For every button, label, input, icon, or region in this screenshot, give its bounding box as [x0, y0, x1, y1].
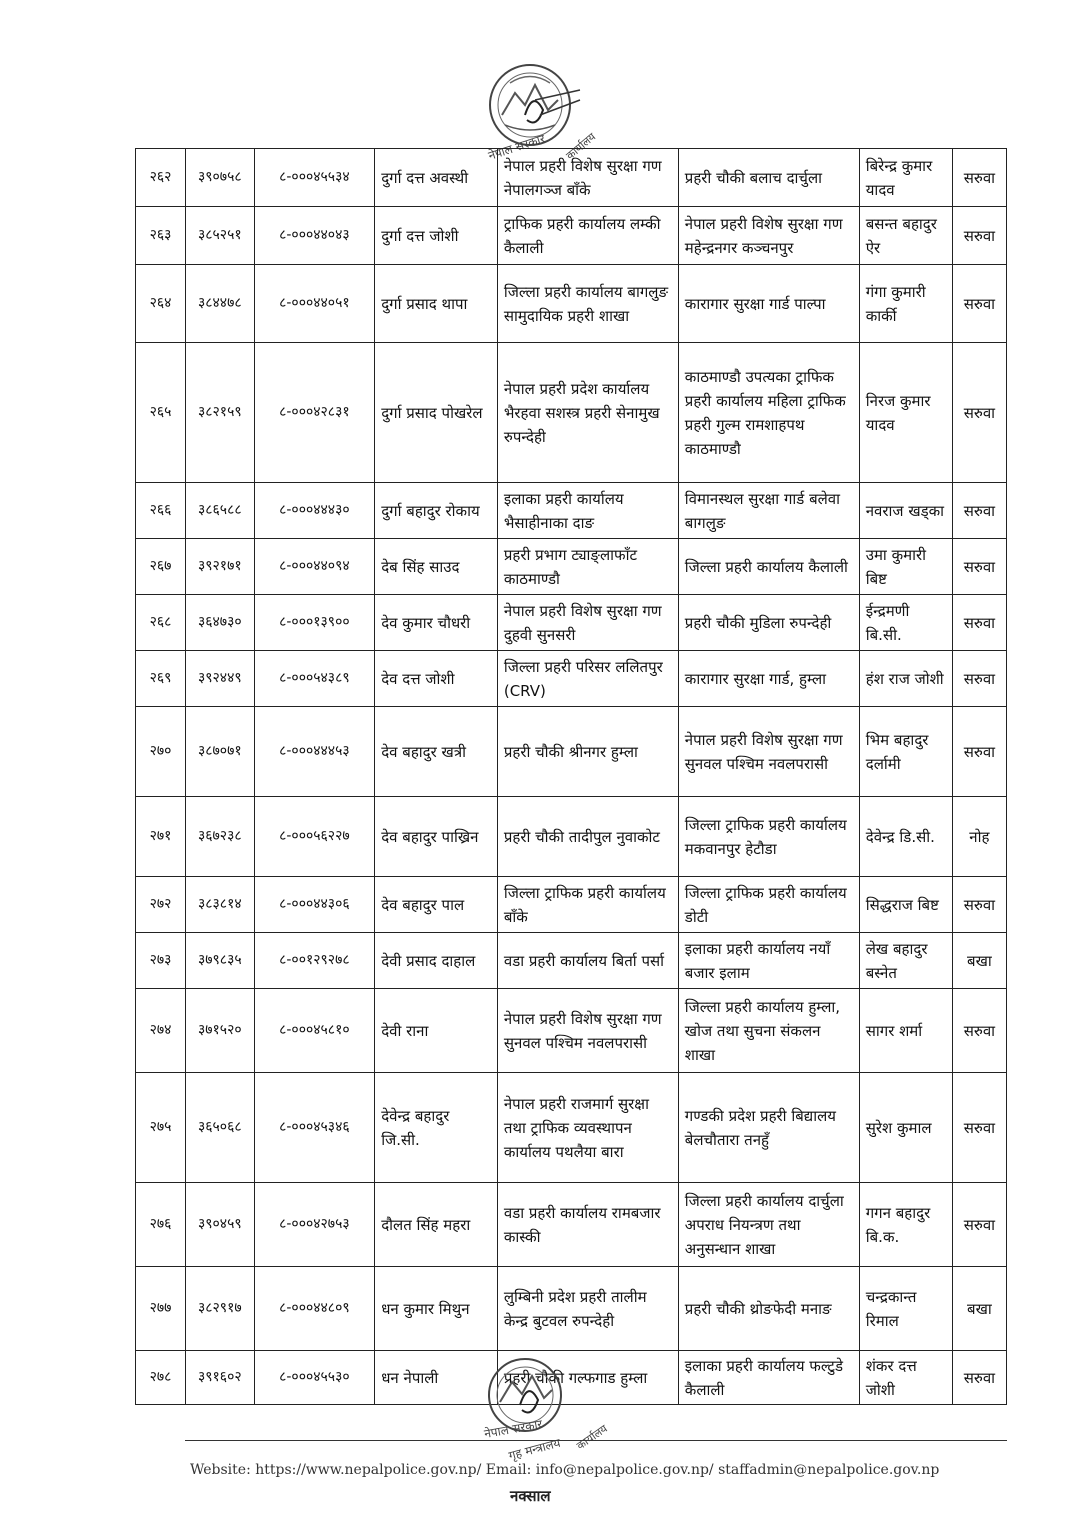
employee-name: दुर्गा दत्त अवस्थी — [375, 149, 498, 207]
to-office: गण्डकी प्रदेश प्रहरी बिद्यालय बेलचौतारा तनहुँ — [678, 1073, 859, 1183]
employee-id: ३६४७३० — [186, 595, 254, 651]
table-row — [136, 207, 1007, 265]
code-number: ८-०००४५५३० — [254, 1351, 375, 1405]
employee-name: देवी प्रसाद दाहाल — [375, 933, 498, 989]
approver-name: नवराज खड्का — [859, 483, 952, 539]
serial-number: २७१ — [136, 797, 186, 877]
table-row — [136, 539, 1007, 595]
code-number: ८-०००४५८१० — [254, 989, 375, 1073]
code-number: ८-०००४२७५३ — [254, 1183, 375, 1267]
approver-name: चन्द्रकान्त रिमाल — [859, 1267, 952, 1351]
approver-name: गंगा कुमारी कार्की — [859, 265, 952, 343]
svg-text:नेपाल सरकार: नेपाल सरकार — [486, 131, 547, 163]
employee-id: ३८२९१७ — [186, 1267, 254, 1351]
to-office: इलाका प्रहरी कार्यालय फल्टुडे कैलाली — [678, 1351, 859, 1405]
serial-number: २७२ — [136, 877, 186, 933]
employee-id: ३६५०६८ — [186, 1073, 254, 1183]
employee-id: ३८५२५१ — [186, 207, 254, 265]
approver-name: ईन्द्रमणी बि.सी. — [859, 595, 952, 651]
table-row — [136, 265, 1007, 343]
employee-name: देवी राना — [375, 989, 498, 1073]
table-row — [136, 797, 1007, 877]
transfer-type: सरुवा — [952, 265, 1006, 343]
table-row — [136, 1183, 1007, 1267]
employee-id: ३७१५२० — [186, 989, 254, 1073]
table-row — [136, 933, 1007, 989]
to-office: कारागार सुरक्षा गार्ड, हुम्ला — [678, 651, 859, 707]
serial-number: २७३ — [136, 933, 186, 989]
code-number: ८-००१२९२७८ — [254, 933, 375, 989]
transfer-type: सरुवा — [952, 343, 1006, 483]
to-office: विमानस्थल सुरक्षा गार्ड बलेवा बागलुङ — [678, 483, 859, 539]
employee-id: ३९२४४९ — [186, 651, 254, 707]
code-number: ८-०००४५५३४ — [254, 149, 375, 207]
employee-name: देव बहादुर खत्री — [375, 707, 498, 797]
approver-name: सुरेश कुमाल — [859, 1073, 952, 1183]
code-number: ८-०००४४८०९ — [254, 1267, 375, 1351]
from-office: इलाका प्रहरी कार्यालय भैसाहीनाका दाङ — [497, 483, 678, 539]
approver-name: लेख बहादुर बस्नेत — [859, 933, 952, 989]
employee-name: दुर्गा प्रसाद पोखरेल — [375, 343, 498, 483]
employee-id: ३९०४५९ — [186, 1183, 254, 1267]
serial-number: २६९ — [136, 651, 186, 707]
transfer-type: सरुवा — [952, 1351, 1006, 1405]
transfer-type: बखा — [952, 933, 1006, 989]
approver-name: भिम बहादुर दर्लामी — [859, 707, 952, 797]
approver-name: शंकर दत्त जोशी — [859, 1351, 952, 1405]
code-number: ८-०००४२८३१ — [254, 343, 375, 483]
serial-number: २६२ — [136, 149, 186, 207]
approver-name: बसन्त बहादुर ऐर — [859, 207, 952, 265]
employee-name: धन नेपाली — [375, 1351, 498, 1405]
to-office: जिल्ला प्रहरी कार्यालय हुम्ला, खोज तथा सुचना संकलन शाखा — [678, 989, 859, 1073]
from-office: जिल्ला ट्राफिक प्रहरी कार्यालय बाँके — [497, 877, 678, 933]
employee-id: ३६७२३८ — [186, 797, 254, 877]
from-office: लुम्बिनी प्रदेश प्रहरी तालीम केन्द्र बुटवल रुपन्देही — [497, 1267, 678, 1351]
from-office: वडा प्रहरी कार्यालय बिर्ता पर्सा — [497, 933, 678, 989]
svg-text:कार्यालय: कार्यालय — [563, 130, 599, 163]
serial-number: २७४ — [136, 989, 186, 1073]
from-office: प्रहरी प्रभाग ट्याङ्लाफाँट काठमाण्डौ — [497, 539, 678, 595]
to-office: नेपाल प्रहरी विशेष सुरक्षा गण सुनवल पश्चिम नवलपरासी — [678, 707, 859, 797]
employee-name: देव बहादुर पाल — [375, 877, 498, 933]
table-row — [136, 343, 1007, 483]
approver-name: निरज कुमार यादव — [859, 343, 952, 483]
approver-name: हंश राज जोशी — [859, 651, 952, 707]
employee-id: ३९१६०२ — [186, 1351, 254, 1405]
table-row — [136, 1073, 1007, 1183]
to-office: प्रहरी चौकी मुडिला रुपन्देही — [678, 595, 859, 651]
code-number: ८-०००४४४५३ — [254, 707, 375, 797]
approver-name: सागर शर्मा — [859, 989, 952, 1073]
transfer-type: सरुवा — [952, 989, 1006, 1073]
employee-id: ३८६५८८ — [186, 483, 254, 539]
to-office: कारागार सुरक्षा गार्ड पाल्पा — [678, 265, 859, 343]
approver-name: गगन बहादुर बि.क. — [859, 1183, 952, 1267]
employee-name: दौलत सिंह महरा — [375, 1183, 498, 1267]
to-office: प्रहरी चौकी बलाच दार्चुला — [678, 149, 859, 207]
transfer-type: सरुवा — [952, 1073, 1006, 1183]
to-office: काठमाण्डौ उपत्यका ट्राफिक प्रहरी कार्यालय महिला ट्राफिक प्रहरी गुल्म रामशाहपथ काठमाण्डौ — [678, 343, 859, 483]
from-office: जिल्ला प्रहरी कार्यालय बागलुङ सामुदायिक प्रहरी शाखा — [497, 265, 678, 343]
code-number: ८-०००४४०९४ — [254, 539, 375, 595]
transfer-type: सरुवा — [952, 651, 1006, 707]
employee-id: ३८७०७१ — [186, 707, 254, 797]
serial-number: २७५ — [136, 1073, 186, 1183]
transfer-type: सरुवा — [952, 1183, 1006, 1267]
from-office: प्रहरी चौकी गल्फगाड हुम्ला — [497, 1351, 678, 1405]
transfer-type: सरुवा — [952, 207, 1006, 265]
serial-number: २६७ — [136, 539, 186, 595]
transfer-type: सरुवा — [952, 707, 1006, 797]
employee-name: दुर्गा बहादुर रोकाय — [375, 483, 498, 539]
serial-number: २७६ — [136, 1183, 186, 1267]
employee-name: देवेन्द्र बहादुर जि.सी. — [375, 1073, 498, 1183]
to-office: जिल्ला प्रहरी कार्यालय कैलाली — [678, 539, 859, 595]
employee-id: ३७९८३५ — [186, 933, 254, 989]
to-office: प्रहरी चौकी थ्रोङफेदी मनाङ — [678, 1267, 859, 1351]
transfer-type: सरुवा — [952, 539, 1006, 595]
svg-text:गृह मन्त्रालय: गृह मन्त्रालय — [507, 1435, 562, 1463]
code-number: ८-०००५४३८९ — [254, 651, 375, 707]
svg-text:नेपाल सरकार: नेपाल सरकार — [483, 1416, 544, 1441]
approver-name: देवेन्द्र डि.सी. — [859, 797, 952, 877]
serial-number: २६८ — [136, 595, 186, 651]
to-office: नेपाल प्रहरी विशेष सुरक्षा गण महेन्द्रनगर कञ्चनपुर — [678, 207, 859, 265]
from-office: नेपाल प्रहरी राजमार्ग सुरक्षा तथा ट्राफिक व्यवस्थापन कार्यालय पथलैया बारा — [497, 1073, 678, 1183]
table-row — [136, 483, 1007, 539]
table-row — [136, 989, 1007, 1073]
table-row — [136, 877, 1007, 933]
from-office: नेपाल प्रहरी विशेष सुरक्षा गण सुनवल पश्चिम नवलपरासी — [497, 989, 678, 1073]
serial-number: २७० — [136, 707, 186, 797]
employee-name: देव बहादुर पाख्रिन — [375, 797, 498, 877]
code-number: ८-०००४४३०६ — [254, 877, 375, 933]
employee-id: ३८३८१४ — [186, 877, 254, 933]
serial-number: २७८ — [136, 1351, 186, 1405]
code-number: ८-०००५६२२७ — [254, 797, 375, 877]
from-office: प्रहरी चौकी तादीपुल नुवाकोट — [497, 797, 678, 877]
employee-id: ३८२१५९ — [186, 343, 254, 483]
approver-name: बिरेन्द्र कुमार यादव — [859, 149, 952, 207]
code-number: ८-०००४५३४६ — [254, 1073, 375, 1183]
serial-number: २७७ — [136, 1267, 186, 1351]
footer-office: नक्साल — [510, 1487, 551, 1505]
transfer-type: सरुवा — [952, 595, 1006, 651]
employee-name: धन कुमार मिथुन — [375, 1267, 498, 1351]
employee-id: ३९२१७१ — [186, 539, 254, 595]
employee-name: देव दत्त जोशी — [375, 651, 498, 707]
employee-name: देव कुमार चौधरी — [375, 595, 498, 651]
from-office: जिल्ला प्रहरी परिसर ललितपुर (CRV) — [497, 651, 678, 707]
table-row — [136, 149, 1007, 207]
footer-website: Website: https://www.nepalpolice.gov.np/ Email: info@nepalpolice.gov.np/ staffadmin@nepalpolice.gov.np — [190, 1462, 940, 1478]
employee-name: दुर्गा दत्त जोशी — [375, 207, 498, 265]
code-number: ८-०००४४०४३ — [254, 207, 375, 265]
serial-number: २६३ — [136, 207, 186, 265]
table-row — [136, 707, 1007, 797]
code-number: ८-०००१३९०० — [254, 595, 375, 651]
employee-name: देब सिंह साउद — [375, 539, 498, 595]
from-office: नेपाल प्रहरी प्रदेश कार्यालय भैरहवा सशस्त्र प्रहरी सेनामुख रुपन्देही — [497, 343, 678, 483]
to-office: जिल्ला ट्राफिक प्रहरी कार्यालय मकवानपुर हेटौडा — [678, 797, 859, 877]
serial-number: २६६ — [136, 483, 186, 539]
employee-id: ३८४४७८ — [186, 265, 254, 343]
serial-number: २६४ — [136, 265, 186, 343]
table-row — [136, 1267, 1007, 1351]
code-number: ८-०००४४०५१ — [254, 265, 375, 343]
transfer-type: सरुवा — [952, 149, 1006, 207]
from-office: वडा प्रहरी कार्यालय रामबजार कास्की — [497, 1183, 678, 1267]
table-row — [136, 651, 1007, 707]
transfer-type: सरुवा — [952, 483, 1006, 539]
table-row — [136, 595, 1007, 651]
to-office: इलाका प्रहरी कार्यालय नयाँ बजार इलाम — [678, 933, 859, 989]
from-office: नेपाल प्रहरी विशेष सुरक्षा गण दुहवी सुनसरी — [497, 595, 678, 651]
employee-name: दुर्गा प्रसाद थापा — [375, 265, 498, 343]
footer-divider — [185, 1440, 1007, 1441]
to-office: जिल्ला प्रहरी कार्यालय दार्चुला अपराध नियन्त्रण तथा अनुसन्धान शाखा — [678, 1183, 859, 1267]
from-office: प्रहरी चौकी श्रीनगर हुम्ला — [497, 707, 678, 797]
approver-name: उमा कुमारी बिष्ट — [859, 539, 952, 595]
svg-text:कार्यालय: कार्यालय — [574, 1422, 610, 1453]
approver-name: सिद्धराज बिष्ट — [859, 877, 952, 933]
code-number: ८-०००४४४३० — [254, 483, 375, 539]
transfer-type: नोह — [952, 797, 1006, 877]
from-office: ट्राफिक प्रहरी कार्यालय लम्की कैलाली — [497, 207, 678, 265]
employee-id: ३९०७५८ — [186, 149, 254, 207]
transfer-table — [135, 148, 1007, 1405]
from-office: नेपाल प्रहरी विशेष सुरक्षा गण नेपालगञ्ज बाँके — [497, 149, 678, 207]
serial-number: २६५ — [136, 343, 186, 483]
transfer-type: सरुवा — [952, 877, 1006, 933]
transfer-type: बखा — [952, 1267, 1006, 1351]
to-office: जिल्ला ट्राफिक प्रहरी कार्यालय डोटी — [678, 877, 859, 933]
